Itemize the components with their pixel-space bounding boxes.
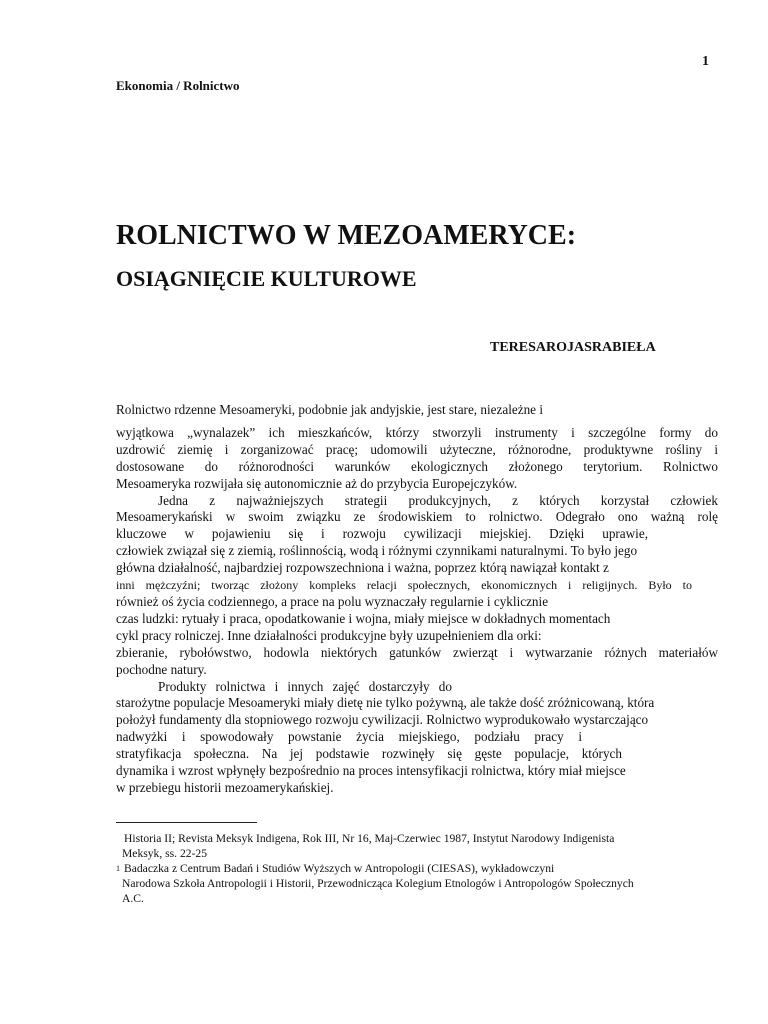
- body-line: zbieranie, rybołówstwo, hodowla niektórych gatunków zwierząt i wytwarzanie różnych materiałów: [116, 644, 718, 660]
- document-subtitle: OSIĄGNIĘCIE KULTUROWE: [116, 266, 417, 291]
- footnote-text: Badaczka z Centrum Badań i Studiów Wyższych w Antropologii (CIESAS), wykładowczyni: [124, 862, 555, 875]
- footnote-text: A.C.: [122, 892, 144, 905]
- footnote-marker: 1: [116, 864, 120, 873]
- body-line: inni mężczyźni; tworząc złożony kompleks relacji społecznych, ekonomicznych i religijnych. Było to: [116, 578, 692, 593]
- body-line: wyjątkowa „wynalazek” ich mieszkańców, którzy stworzyli instrumenty i szczególne formy do: [116, 424, 718, 440]
- body-line: położył fundamenty dla stopniowego rozwoju cywilizacji. Rolnictwo wyprodukowało wystarczająco: [116, 712, 649, 728]
- footnote-text: Historia II; Revista Meksyk Indigena, Rok III, Nr 16, Maj-Czerwiec 1987, Instytut Narodowy Indigenista: [124, 832, 615, 845]
- body-line: czas ludzki: rytuały i praca, opodatkowanie i wojna, miały miejsce w dokładnych momentach: [116, 610, 611, 626]
- body-line: kluczowe w pojawieniu się i rozwoju cywilizacji miejskiej. Dzięki uprawie,: [116, 526, 648, 542]
- body-line: Rolnictwo rdzenne Mesoameryki, podobnie jak andyjskie, jest stare, niezależne i: [116, 402, 543, 417]
- footnotes: [116, 831, 718, 906]
- body-line: starożytne populacje Mesoameryki miały dietę nie tylko pożywną, ale także dość zróżnicowaną, która: [116, 695, 655, 711]
- footnote: [116, 831, 718, 861]
- body-line: dynamika i wzrost wpłynęły bezpośrednio na proces intensyfikacji rolnictwa, który miał miejsce: [116, 763, 626, 779]
- body-line: główna działalność, najbardziej rozpowszechniona i ważna, poprzez którą nawiązał kontakt z: [116, 560, 609, 576]
- footnote-line: [116, 861, 718, 876]
- author-name: TERESAROJASRABIEŁA: [490, 340, 656, 355]
- footnote-text: Meksyk, ss. 22-25: [122, 847, 208, 860]
- body-line: cykl pracy rolniczej. Inne działalności produkcyjne były uzupełnieniem dla orki:: [116, 627, 542, 643]
- body-line: w przebiegu historii mezoamerykańskiej.: [116, 779, 334, 795]
- body-line: Mesoameryka rozwijała się autonomicznie aż do przybycia Europejczyków.: [116, 475, 518, 491]
- body-line: nadwyżki i spowodowały powstanie życia miejskiego, podziału pracy i: [116, 729, 582, 745]
- body-text: [116, 402, 718, 797]
- body-line: również oś życia codziennego, a prace na polu wyznaczały regularnie i cyklicznie: [116, 593, 549, 609]
- footnote-line: [116, 831, 718, 846]
- document-title: ROLNICTWO W MEZOAMERYCE:: [116, 220, 577, 251]
- footnote: [116, 861, 718, 906]
- body-line: pochodne natury.: [116, 661, 207, 677]
- footnote-separator: [116, 822, 257, 823]
- page-number: 1: [702, 54, 709, 69]
- body-line: Produkty rolnictwa i innych zajęć dostarczyły do: [158, 678, 452, 694]
- body-line: stratyfikacja społeczna. Na jej podstawie rozwinęły się gęste populacje, których: [116, 746, 622, 762]
- body-line: Jedna z najważniejszych strategii produkcyjnych, z których korzystał człowiek: [158, 492, 718, 508]
- body-line: dostosowane do różnorodności warunków ekologicznych złożonego terytorium. Rolnictwo: [116, 458, 718, 474]
- footnote-text: Narodowa Szkoła Antropologii i Historii, Przewodnicząca Kolegium Etnologów i Antropologów Społecznych: [122, 877, 634, 890]
- section-label: Ekonomia / Rolnictwo: [116, 78, 240, 93]
- body-line: Mesoamerykański w swoim związku ze środowiskiem to rolnictwo. Odegrało ono ważną rolę: [116, 509, 718, 525]
- body-line: uzdrowić ziemię i zorganizować pracę; udomowili użyteczne, różnorodne, produktywne rośliny i: [116, 441, 718, 457]
- body-line: człowiek związał się z ziemią, roślinnością, wodą i różnymi czynnikami naturalnymi. To było jego: [116, 543, 638, 559]
